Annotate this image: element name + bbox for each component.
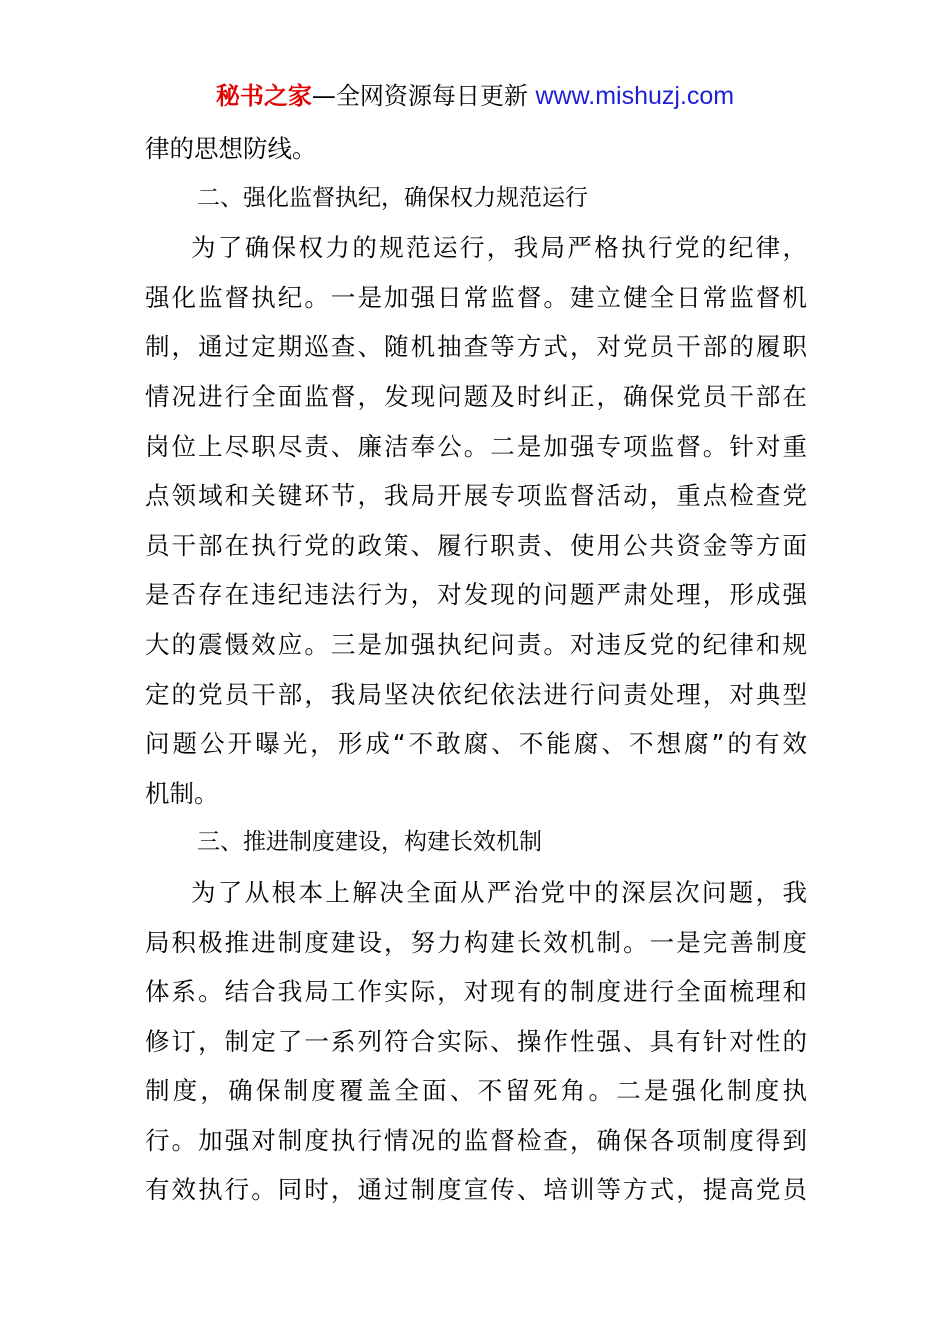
paragraph-line: 点领域和关键环节，我局开展专项监督活动，重点检查党 bbox=[145, 481, 807, 511]
section-heading: 二、强化监督执纪，确保权力规范运行 bbox=[197, 184, 588, 211]
paragraph-line: 为了确保权力的规范运行，我局严格执行党的纪律， bbox=[191, 233, 807, 263]
section-heading: 三、推进制度建设，构建长效机制 bbox=[197, 829, 542, 856]
paragraph-line: 强化监督执纪。一是加强日常监督。建立健全日常监督机 bbox=[145, 282, 807, 312]
paragraph-line: 岗位上尽职尽责、廉洁奉公。二是加强专项监督。针对重 bbox=[145, 431, 807, 461]
paragraph-line: 局积极推进制度建设，努力构建长效机制。一是完善制度 bbox=[145, 927, 807, 957]
paragraph-line: 情况进行全面监督，发现问题及时纠正，确保党员干部在 bbox=[145, 381, 807, 411]
paragraph-line: 定的党员干部，我局坚决依纪依法进行问责处理，对典型 bbox=[145, 679, 807, 709]
paragraph-line: 为了从根本上解决全面从严治党中的深层次问题，我 bbox=[191, 877, 807, 907]
paragraph-line: 律的思想防线。 bbox=[145, 134, 317, 163]
paragraph-line: 是否存在违纪违法行为，对发现的问题严肃处理，形成强 bbox=[145, 580, 807, 610]
site-header bbox=[0, 80, 950, 112]
paragraph-line: 制度，确保制度覆盖全面、不留死角。二是强化制度执 bbox=[145, 1076, 807, 1106]
paragraph-line: 制，通过定期巡查、随机抽查等方式，对党员干部的履职 bbox=[145, 332, 807, 362]
paragraph-line: 问题公开曝光，形成“不敢腐、不能腐、不想腐”的有效 bbox=[145, 729, 807, 759]
paragraph-line: 行。加强对制度执行情况的监督检查，确保各项制度得到 bbox=[145, 1125, 807, 1155]
paragraph-line: 体系。结合我局工作实际，对现有的制度进行全面梳理和 bbox=[145, 977, 807, 1007]
site-tagline: —全网资源每日更新 bbox=[311, 82, 528, 110]
document-body bbox=[145, 124, 807, 1215]
paragraph-line: 员干部在执行党的政策、履行职责、使用公共资金等方面 bbox=[145, 530, 807, 560]
paragraph-line: 有效执行。同时，通过制度宣传、培训等方式，提高党员 bbox=[145, 1175, 807, 1205]
paragraph-line: 机制。 bbox=[145, 778, 219, 808]
site-brand: 秘书之家 bbox=[215, 82, 312, 110]
site-url[interactable]: www.mishuzj.com bbox=[535, 82, 735, 110]
paragraph-line: 修订，制定了一系列符合实际、操作性强、具有针对性的 bbox=[145, 1026, 807, 1056]
paragraph-line: 大的震慑效应。三是加强执纪问责。对违反党的纪律和规 bbox=[145, 629, 807, 659]
